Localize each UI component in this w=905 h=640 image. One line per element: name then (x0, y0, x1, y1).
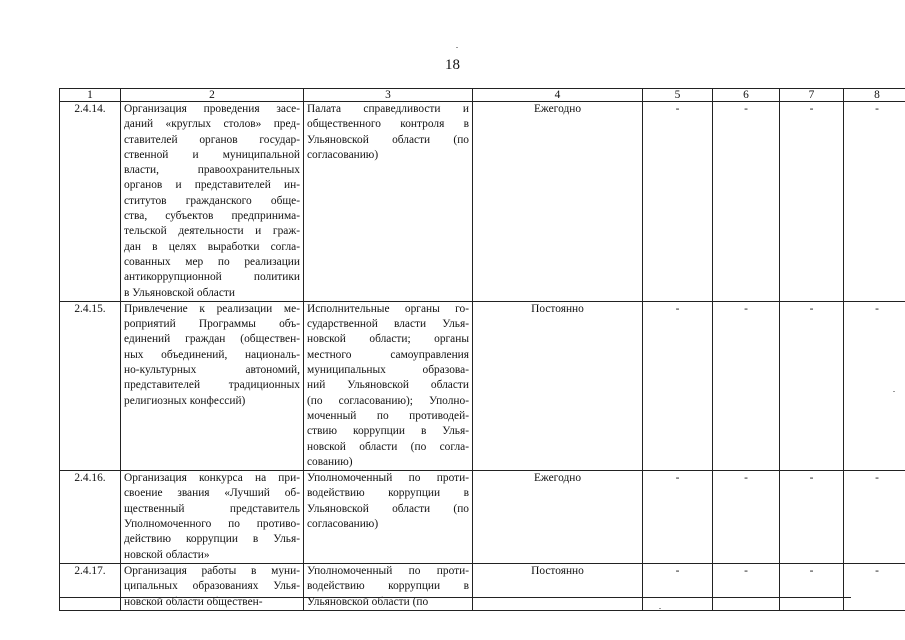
executor-cell (304, 563, 473, 610)
executor-cell (304, 471, 473, 564)
period-cell: Ежегодно (473, 102, 643, 302)
activity-text-line: антикоррупционной политики (124, 271, 300, 284)
item-number-cell: 2.4.17. (60, 563, 121, 610)
activity-text-line: даний «круглых столов» пред- (124, 118, 300, 131)
activity-text-line: роприятий Программы объ- (124, 318, 300, 331)
executor-text-line: моченный по противодей- (307, 409, 469, 422)
period-cell: Ежегодно (473, 471, 643, 564)
executor-cell (304, 102, 473, 302)
funding-cell-5: - (643, 563, 713, 610)
executor-text-line: сованию) (307, 455, 353, 468)
activity-text-line: единений граждан (обществен- (124, 333, 300, 346)
activity-text-line: Организация конкурса на при- (124, 472, 300, 485)
activity-text-line: религиозных конфессий) (124, 394, 246, 407)
activity-text-line: действию коррупции в Улья- (124, 533, 300, 546)
executor-cell (304, 301, 473, 470)
funding-cell-8: - (844, 471, 905, 564)
activity-text-line: ных объединений, националь- (124, 348, 300, 361)
activity-text-line: Организация работы в муни- (124, 564, 300, 577)
executor-text-line: Уполномоченный по проти- (307, 472, 469, 485)
activity-cell (121, 471, 304, 564)
item-number-cell: 2.4.15. (60, 301, 121, 470)
activity-text-line: ства, субъектов предпринима- (124, 210, 300, 223)
funding-cell-7: - (780, 102, 844, 302)
executor-text-line: Исполнительные органы го- (307, 302, 469, 315)
executor-text-line: Палата справедливости и (307, 103, 469, 115)
activity-text-line: новской области обществен- (124, 595, 263, 608)
executor-text-line: Уполномоченный по проти- (307, 564, 469, 577)
column-header-5: 5 (643, 89, 713, 102)
column-number-header-row (60, 89, 905, 102)
executor-text-line: новской области (по согла- (307, 440, 469, 453)
column-header-1: 1 (60, 89, 121, 102)
item-number-cell: 2.4.16. (60, 471, 121, 564)
activity-text-line: но-культурных автономий, (124, 364, 300, 377)
activity-text-line: новской области» (124, 548, 210, 561)
period-cell: Постоянно (473, 563, 643, 610)
table-row (60, 563, 905, 610)
column-header-6: 6 (713, 89, 780, 102)
scan-speck (659, 608, 661, 609)
activity-text-line: своение звания «Лучший об- (124, 487, 300, 500)
program-activities-table (59, 88, 905, 611)
page-number: 18 (445, 57, 460, 73)
period-cell: Постоянно (473, 301, 643, 470)
table-row (60, 471, 905, 564)
executor-text-line: ний Ульяновской области (307, 379, 469, 392)
scan-speck (893, 391, 895, 392)
table-row (60, 102, 905, 302)
activity-text-line: тельской деятельности и граж- (124, 225, 300, 238)
activity-text-line: Уполномоченного по противо- (124, 518, 300, 531)
activity-text-line: дан в целях выработки согла- (124, 240, 300, 253)
funding-cell-5: - (643, 301, 713, 470)
column-header-3: 3 (304, 89, 473, 102)
executor-text-line: ствию коррупции в Улья- (307, 425, 469, 438)
executor-text-line: Ульяновской области (по (307, 133, 469, 146)
funding-cell-8: - (844, 102, 905, 302)
funding-cell-6: - (713, 471, 780, 564)
activity-text-line: в Ульяновской области (124, 286, 235, 299)
executor-text-line: Ульяновской области (по (307, 595, 429, 608)
funding-cell-6: - (713, 563, 780, 610)
activity-text-line: ститутов гражданского обще- (124, 194, 300, 207)
executor-text-line: муниципальных образова- (307, 364, 469, 377)
executor-text-line: водействию коррупции в (307, 580, 469, 593)
funding-cell-8: - (844, 301, 905, 470)
activity-text-line: ственной и муниципальной (124, 148, 300, 161)
table-row (60, 301, 905, 470)
activity-text-line: Привлечение к реализации ме- (124, 302, 300, 315)
activity-text-line: представителей традиционных (124, 379, 300, 392)
table-bottom-edge (59, 597, 851, 598)
activity-cell (121, 102, 304, 302)
column-header-7: 7 (780, 89, 844, 102)
executor-text-line: (по согласованию); Уполно- (307, 394, 469, 407)
funding-cell-7: - (780, 301, 844, 470)
item-number-cell: 2.4.14. (60, 102, 121, 302)
funding-cell-8: - (844, 563, 905, 610)
executor-text-line: Ульяновской области (по (307, 502, 469, 515)
executor-text-line: согласованию) (307, 148, 379, 161)
column-header-4: 4 (473, 89, 643, 102)
funding-cell-7: - (780, 563, 844, 610)
executor-text-line: сударственной власти Улья- (307, 318, 469, 331)
activity-text-line: сованных мер по реализации (124, 255, 300, 268)
column-header-8: 8 (844, 89, 905, 102)
activity-cell (121, 301, 304, 470)
activity-text-line: ципальных образованиях Улья- (124, 580, 300, 593)
executor-text-line: водействию коррупции в (307, 487, 469, 500)
activity-text-line: власти, правоохранительных (124, 164, 300, 177)
activity-cell (121, 563, 304, 610)
funding-cell-5: - (643, 471, 713, 564)
executor-text-line: новской области; органы (307, 333, 469, 346)
scan-speck (456, 47, 458, 48)
funding-cell-5: - (643, 102, 713, 302)
activity-text-line: органов и представителей ин- (124, 179, 300, 192)
funding-cell-6: - (713, 102, 780, 302)
funding-cell-7: - (780, 471, 844, 564)
funding-cell-6: - (713, 301, 780, 470)
activity-text-line: щественный представитель (124, 502, 300, 515)
activity-text-line: Организация проведения засе- (124, 103, 300, 115)
executor-text-line: местного самоуправления (307, 348, 469, 361)
executor-text-line: согласованию) (307, 518, 379, 531)
activity-text-line: ставителей органов государ- (124, 133, 300, 146)
column-header-2: 2 (121, 89, 304, 102)
executor-text-line: общественного контроля в (307, 118, 469, 131)
